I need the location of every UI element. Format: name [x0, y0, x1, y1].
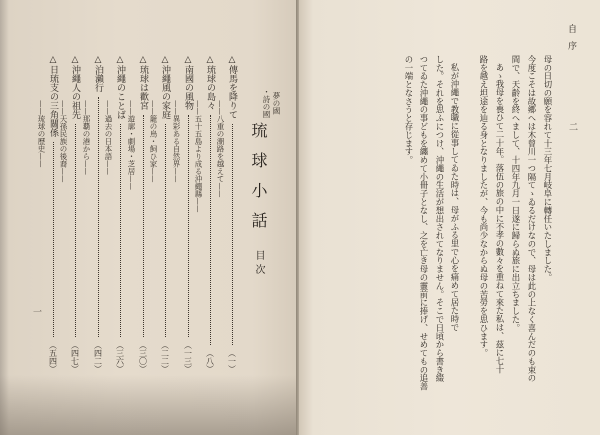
- toc-entry-subtitle: ——過去の日本語——: [104, 100, 113, 175]
- toc-entry-page: （四七）: [70, 341, 80, 373]
- toc-entry-title: △日琉支の三角關係: [48, 55, 58, 137]
- toc-entry-title: △傳馬を降りて: [227, 55, 237, 119]
- toc-entry-title: △沖繩人の祖先: [70, 55, 80, 119]
- toc-entry-page: （三〇）: [138, 341, 148, 373]
- toc-entry-subtitle: ——異彩ある自然界——: [172, 100, 181, 183]
- toc-entry-page: （一）: [227, 349, 237, 373]
- toc-entry-title: △沖繩のことば: [115, 55, 125, 119]
- toc-entry-title: △沖繩風の家庭: [160, 55, 170, 119]
- toc-entry-page: （一三）: [183, 341, 193, 373]
- toc-entry-title: △南國の風物: [183, 55, 193, 110]
- toc-entry-subtitle: ——籠の鳥・飼ひ家——: [149, 100, 158, 183]
- right-page-number: 二: [567, 122, 577, 131]
- preface-line: あゝ我母を喪ひて二十年。落伍の旅の中に不孝の數々を重ねて來た私は、茲に七十: [495, 63, 505, 374]
- toc-entry-subtitle: ——八重の潮路を越えて——: [216, 100, 225, 198]
- toc-leader: [120, 124, 121, 337]
- preface-line: 母の日切の願を容れて十三年七月岐阜に轉任いたしました。: [543, 55, 553, 282]
- page-shadow: [0, 375, 297, 435]
- toc-leader: [165, 124, 166, 337]
- left-page-toc: [0, 0, 297, 435]
- toc-entry: [48, 55, 58, 373]
- preface-line: 私が沖繩で教職に從事してゐた時は、母がふる里で心を痛めて居た時で: [450, 63, 460, 332]
- toc-entry-subtitle: ——琉球の歷史——: [37, 100, 46, 168]
- toc-leader: [143, 115, 144, 337]
- preface-line: の一端となさうと存じます。: [404, 55, 414, 165]
- toc-entry-page: （五四）: [48, 341, 58, 373]
- toc-leader: [210, 115, 211, 345]
- toc-leader: [188, 115, 189, 337]
- preface-line: 今度こそは故郷へは木曾川一つ隔てゝゐるだけなので、母は此の上なく喜んだのも束の: [527, 55, 537, 383]
- toc-entry: [93, 55, 103, 373]
- toc-entry-subtitle: ——那覇の港から——: [82, 100, 91, 175]
- toc-leader: [75, 124, 76, 337]
- toc-entry-title: △琉球は歡宮: [138, 55, 148, 110]
- preface-line: した。それを思ふにつけ、沖繩の生活が想出されてなりません。そこで日頃から書き綴: [435, 55, 445, 383]
- toc-leader: [53, 142, 54, 337]
- toc-entry: [205, 55, 215, 373]
- series-line-1: ・詩の國: [262, 88, 271, 118]
- toc-entry-subtitle: ——遊廓・劇場・芝居——: [127, 100, 136, 190]
- book-title: 琉球小話: [249, 122, 268, 242]
- toc-entry-page: （四二）: [93, 341, 103, 373]
- toc-entry-page: （八）: [205, 349, 215, 373]
- toc-entry: [227, 55, 237, 373]
- toc-entry: [138, 55, 148, 373]
- series-line-2: 夢の國: [272, 92, 281, 115]
- toc-entry: [183, 55, 193, 373]
- toc-entry-page: （二二）: [160, 341, 170, 373]
- toc-entry: [115, 55, 125, 373]
- preface-line: つてゐた沖繩の事どもを纏めて小冊子となし、之を亡き母の靈前に捧げ、せめてもの追善: [419, 55, 429, 391]
- preface-line: 路を越え坦途を辿る身となりましたが、今も尚少なからぬ母の苦勞を思ひます。: [479, 55, 489, 358]
- toc-entry: [160, 55, 170, 373]
- toc-entry-title: △泊瀨行: [93, 55, 103, 92]
- toc-entry: [70, 55, 80, 373]
- toc-entry-subtitle: ——五十五島より成る沖繩縣——: [194, 100, 203, 213]
- toc-leader: [232, 124, 233, 345]
- preface-line: 間で、天齡を終へまして、十四年九月一日遂に歸らぬ旅に出立ちました。: [511, 55, 521, 332]
- preface-heading: 自序: [566, 24, 576, 58]
- toc-leader: [98, 97, 99, 337]
- toc-heading: 目次: [253, 250, 264, 278]
- left-page-number: 一: [33, 308, 43, 318]
- toc-entry-title: △琉球の島々: [205, 55, 215, 110]
- toc-entry-subtitle: ——天孫民族の後裔——: [59, 100, 68, 183]
- toc-entry-page: （三六）: [115, 341, 125, 373]
